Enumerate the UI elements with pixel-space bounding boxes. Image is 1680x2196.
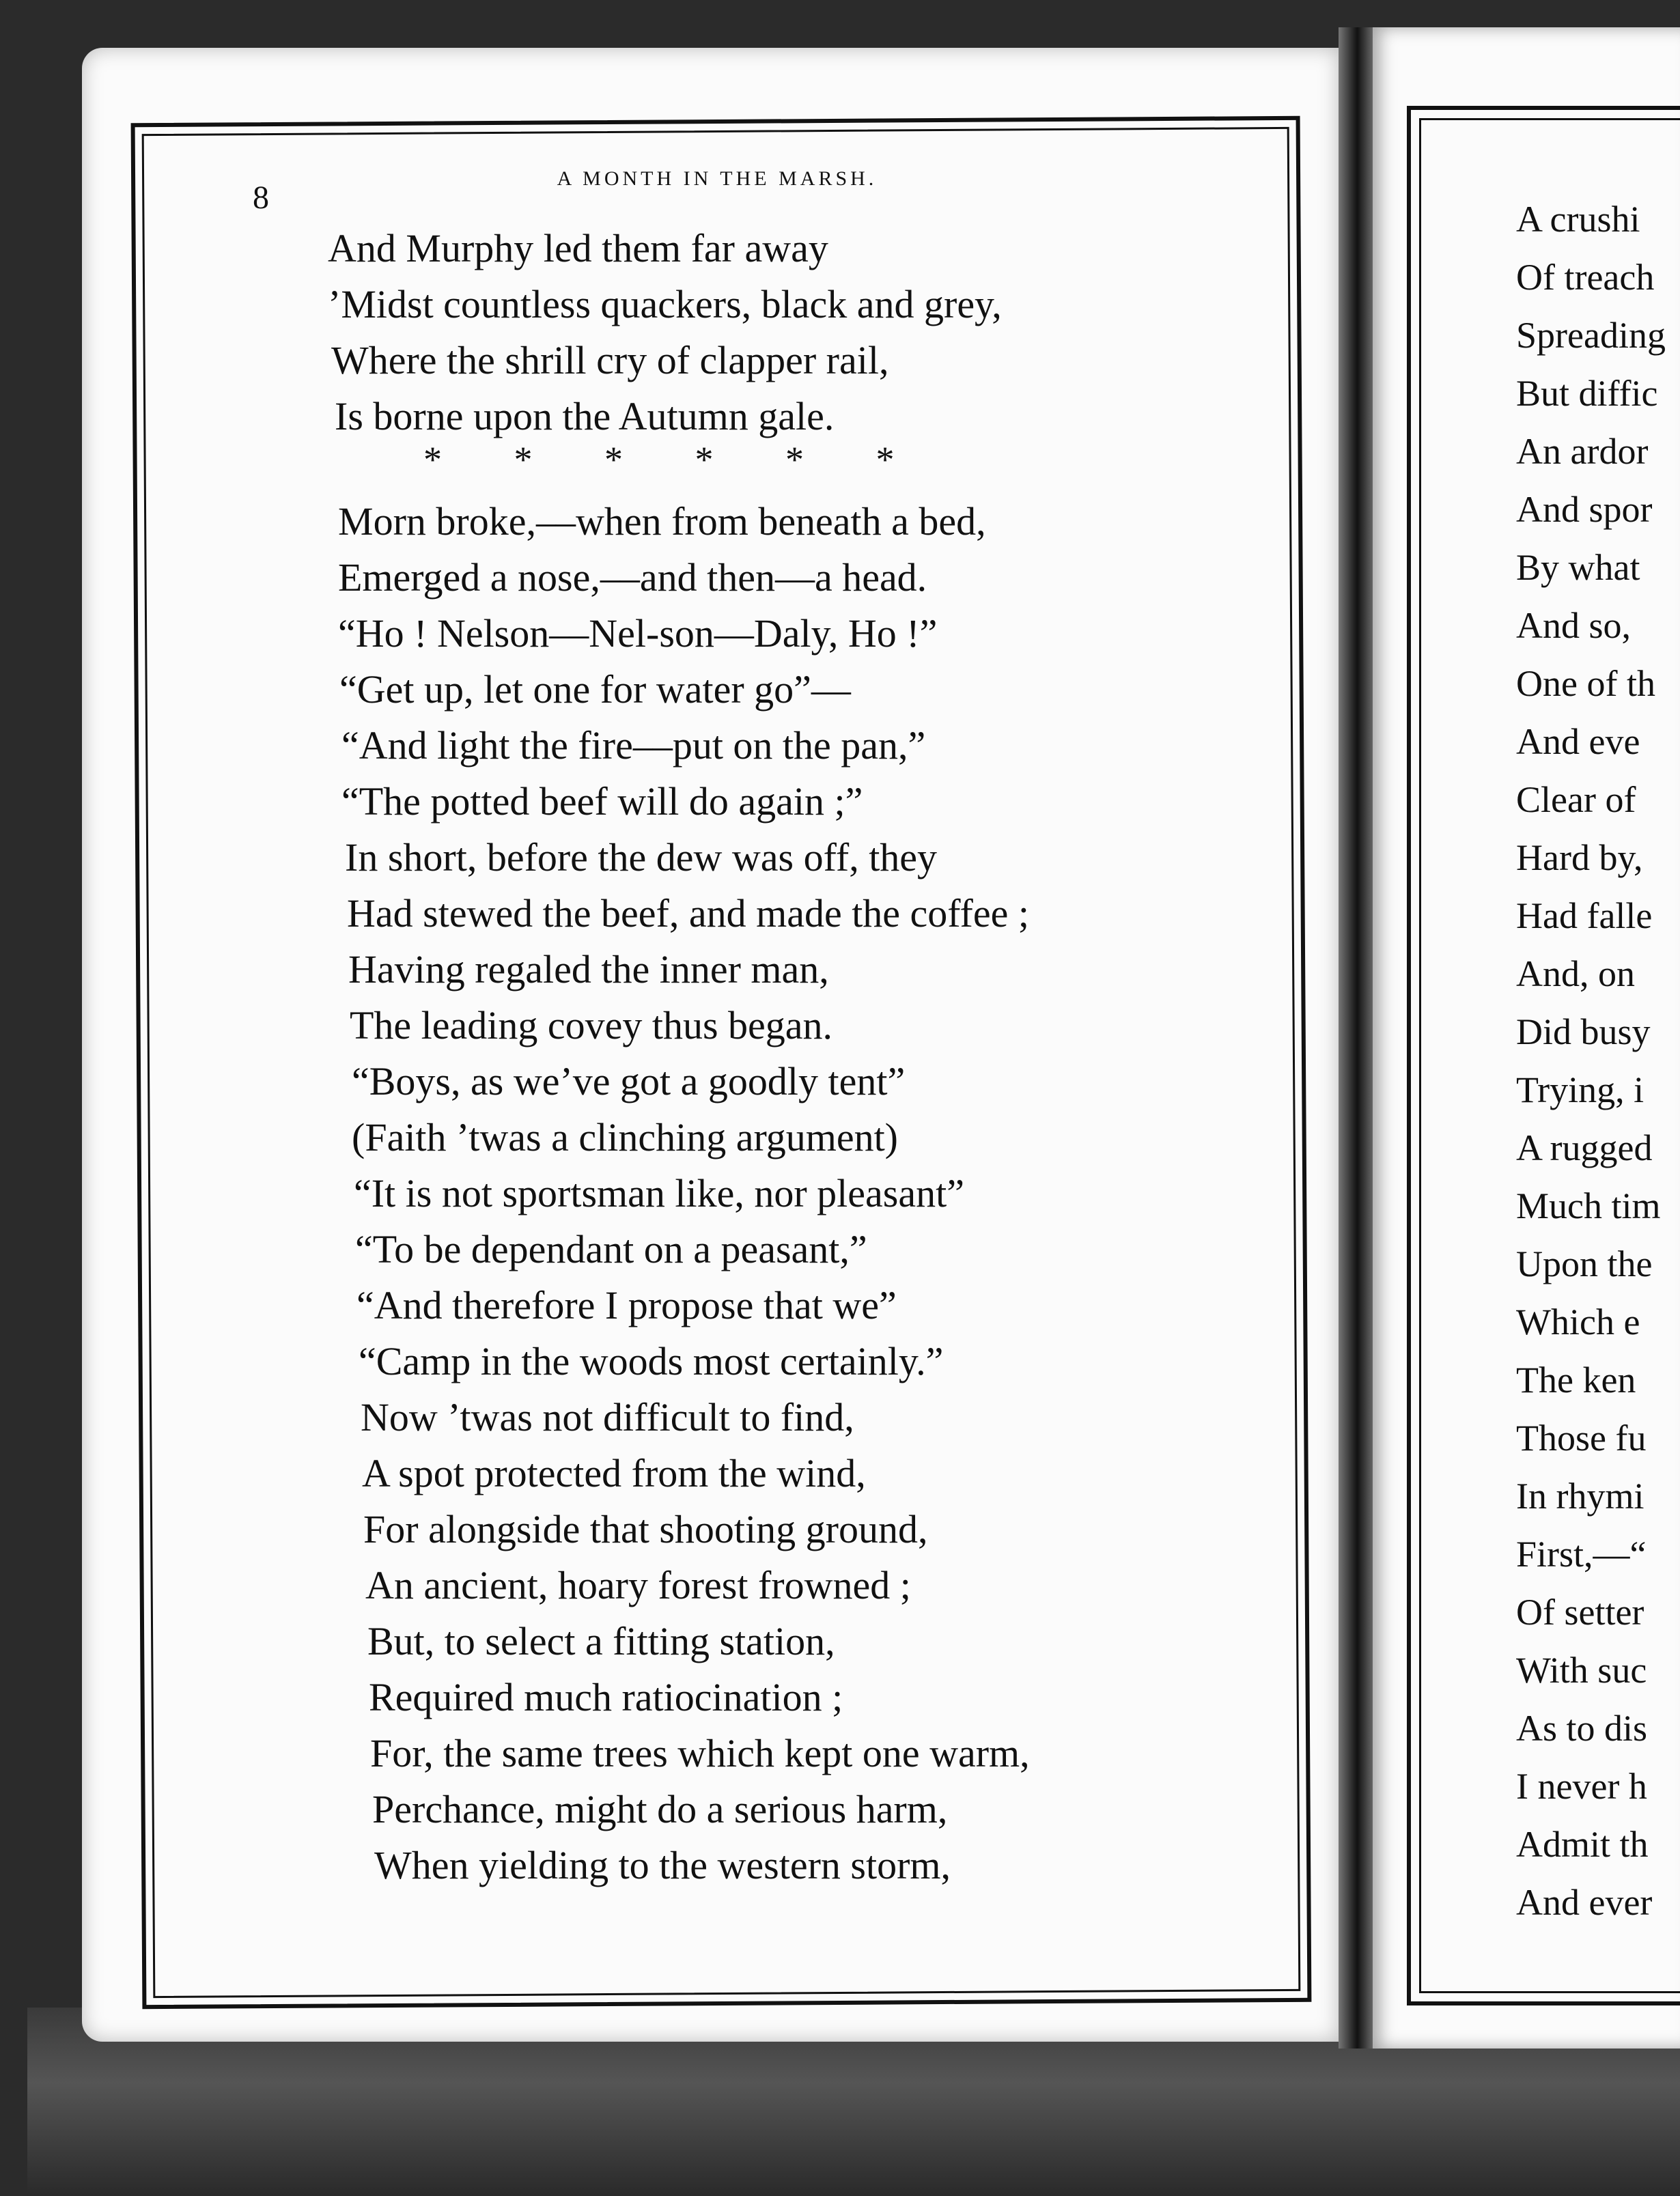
verse-line: “And light the fire––put on the pan,” bbox=[341, 723, 926, 768]
right-verse-line: A rugged bbox=[1516, 1127, 1653, 1168]
right-verse-line: Upon the bbox=[1516, 1243, 1653, 1284]
right-verse-line: Had falle bbox=[1516, 895, 1653, 936]
verse-line: Having regaled the inner man, bbox=[348, 947, 829, 991]
right-verse-line: And, on bbox=[1516, 953, 1635, 994]
verse-line: Is borne upon the Autumn gale. bbox=[335, 394, 835, 438]
page-number: 8 bbox=[253, 180, 269, 216]
right-verse-line: A crushi bbox=[1516, 199, 1640, 240]
right-verse-line: Trying, i bbox=[1516, 1069, 1644, 1110]
running-head: A MONTH IN THE MARSH. bbox=[557, 167, 878, 190]
verse-line: (Faith ’twas a clinching argument) bbox=[352, 1115, 898, 1159]
verse-line: ’Midst countless quackers, black and grey, bbox=[328, 282, 1002, 326]
verse-line: “And therefore I propose that we” bbox=[356, 1283, 897, 1327]
right-verse-line: First,—“ bbox=[1516, 1534, 1647, 1575]
right-verse-line: Clear of bbox=[1516, 779, 1636, 820]
right-verse-line: One of th bbox=[1516, 663, 1655, 704]
right-verse-line: An ardor bbox=[1516, 431, 1649, 472]
right-verse-line: And so, bbox=[1516, 605, 1632, 646]
verse-line: For alongside that shooting ground, bbox=[363, 1507, 928, 1551]
verse-line: In short, before the dew was off, they bbox=[345, 835, 938, 879]
right-verse-line: But diffic bbox=[1516, 373, 1658, 414]
book-gutter bbox=[1339, 27, 1373, 2049]
right-verse-line: Those fu bbox=[1516, 1418, 1647, 1459]
verse-line: Required much ratiocination ; bbox=[369, 1675, 843, 1719]
verse-line: And Murphy led them far away bbox=[328, 226, 828, 270]
verse-line: “It is not sportsman like, nor pleasant” bbox=[354, 1171, 964, 1215]
verse-line: Now ’twas not difficult to find, bbox=[361, 1395, 854, 1439]
verse-line: But, to select a fitting station, bbox=[367, 1619, 835, 1663]
section-break-stars: * * * * * * bbox=[423, 439, 895, 480]
right-verse-line: Did busy bbox=[1516, 1011, 1651, 1052]
right-verse-line: With suc bbox=[1516, 1650, 1647, 1691]
right-verse-line: By what bbox=[1516, 547, 1640, 588]
right-verse-line: Which e bbox=[1516, 1301, 1640, 1342]
right-verse-line: Much tim bbox=[1516, 1185, 1661, 1226]
verse-line: For, the same trees which kept one warm, bbox=[370, 1731, 1030, 1775]
right-verse-line: Admit th bbox=[1516, 1824, 1649, 1865]
verse-line: “Camp in the woods most certainly.” bbox=[359, 1339, 944, 1383]
verse-line: Had stewed the beef, and made the coffee ; bbox=[347, 891, 1029, 935]
right-verse-line: And eve bbox=[1516, 721, 1640, 762]
verse-line: Where the shrill cry of clapper rail, bbox=[331, 338, 889, 382]
verse-line: The leading covey thus began. bbox=[350, 1003, 833, 1047]
right-verse-line: And spor bbox=[1516, 489, 1653, 530]
right-verse-line: As to dis bbox=[1516, 1708, 1648, 1749]
right-verse-line: Spreading bbox=[1516, 315, 1666, 356]
verse-line: A spot protected from the wind, bbox=[362, 1451, 866, 1495]
right-verse-line: Hard by, bbox=[1516, 837, 1643, 878]
right-verse-line: Of treach bbox=[1516, 257, 1655, 298]
verse-line: “Boys, as we’ve got a goodly tent” bbox=[352, 1059, 906, 1103]
verse-line: Morn broke,––when from beneath a bed, bbox=[338, 499, 986, 544]
verse-line: “Get up, let one for water go”— bbox=[339, 667, 851, 712]
verse-line: Perchance, might do a serious harm, bbox=[372, 1787, 948, 1831]
right-verse-line: Of setter bbox=[1516, 1592, 1644, 1633]
verse-line: Emerged a nose,––and then—a head. bbox=[338, 555, 927, 600]
verse-line: An ancient, hoary forest frowned ; bbox=[365, 1563, 911, 1607]
right-verse-line: I never h bbox=[1516, 1766, 1647, 1807]
verse-line: “Ho ! Nelson––Nel-son—Daly, Ho !” bbox=[338, 611, 938, 656]
verse-line: When yielding to the western storm, bbox=[374, 1843, 951, 1887]
right-verse-line: The ken bbox=[1516, 1360, 1636, 1400]
verse-line: “To be dependant on a peasant,” bbox=[355, 1227, 867, 1271]
right-verse-line: In rhymi bbox=[1516, 1476, 1644, 1517]
verse-line: “The potted beef will do again ;” bbox=[341, 779, 863, 824]
right-verse-line: And ever bbox=[1516, 1882, 1653, 1923]
